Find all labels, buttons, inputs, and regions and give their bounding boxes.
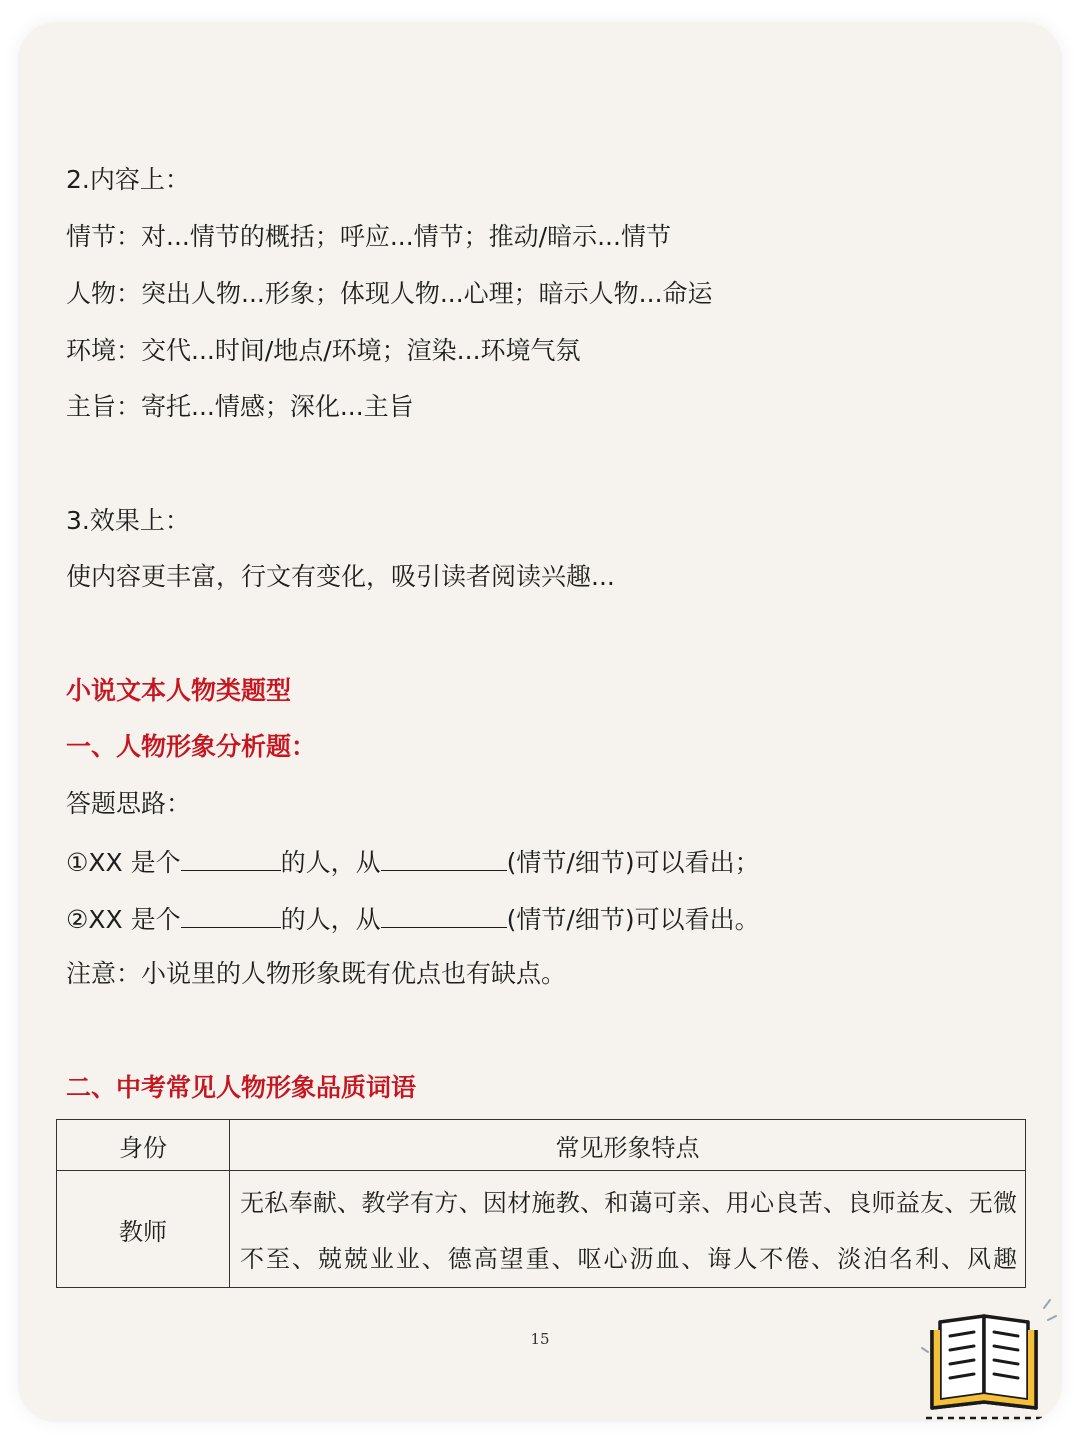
content-item-environment: 环境：交代...时间/地点/环境；渲染...环境气氛 (66, 336, 581, 365)
cell-traits (230, 1171, 1026, 1288)
answer-template-2 (66, 901, 760, 937)
table-header-row (57, 1120, 1026, 1171)
template-1-middle: 的人，从 (280, 848, 381, 877)
document-page (18, 22, 1062, 1422)
open-book-icon (918, 1290, 1058, 1422)
effect-text: 使内容更丰富，行文有变化，吸引读者阅读兴趣... (66, 562, 615, 591)
content-item-character: 人物：突出人物...形象；体现人物...心理；暗示人物...命运 (66, 279, 713, 308)
template-2-prefix: ②XX 是个 (66, 905, 181, 934)
table-row (57, 1171, 1026, 1288)
cell-role: 教师 (57, 1171, 230, 1288)
content-heading: 2.内容上： (66, 165, 190, 194)
answer-template-1 (66, 844, 760, 880)
character-section-subtitle: 一、人物形象分析题： (66, 732, 317, 761)
header-role: 身份 (57, 1120, 230, 1171)
page-number: 15 (530, 1330, 550, 1348)
character-section-title: 小说文本人物类题型 (66, 676, 292, 705)
approach-label: 答题思路： (66, 789, 192, 818)
template-2-suffix: (情节/细节)可以看出。 (506, 905, 760, 934)
traits-text: 无私奉献、教学有方、因材施教、和蔼可亲、用心良苦、良师益友、无微不至、兢兢业业、德高望重、呕心沥血、诲人不倦、淡泊名利、风趣 (240, 1189, 1017, 1273)
blank-plot-2 (381, 901, 507, 928)
header-traits: 常见形象特点 (230, 1120, 1026, 1171)
template-1-prefix: ①XX 是个 (66, 848, 181, 877)
blank-plot-1 (381, 844, 507, 871)
effect-heading: 3.效果上： (66, 506, 190, 535)
template-1-suffix: (情节/细节)可以看出； (506, 848, 760, 877)
vocab-section-title: 二、中考常见人物形象品质词语 (66, 1073, 417, 1102)
blank-trait-2 (181, 901, 281, 928)
blank-trait-1 (181, 844, 281, 871)
content-item-plot: 情节：对...情节的概括；呼应...情节；推动/暗示...情节 (66, 222, 671, 251)
note-text: 注意：小说里的人物形象既有优点也有缺点。 (66, 959, 567, 988)
content-item-theme: 主旨：寄托...情感；深化...主旨 (66, 392, 414, 421)
qualities-table (56, 1119, 1026, 1288)
template-2-middle: 的人，从 (280, 905, 381, 934)
